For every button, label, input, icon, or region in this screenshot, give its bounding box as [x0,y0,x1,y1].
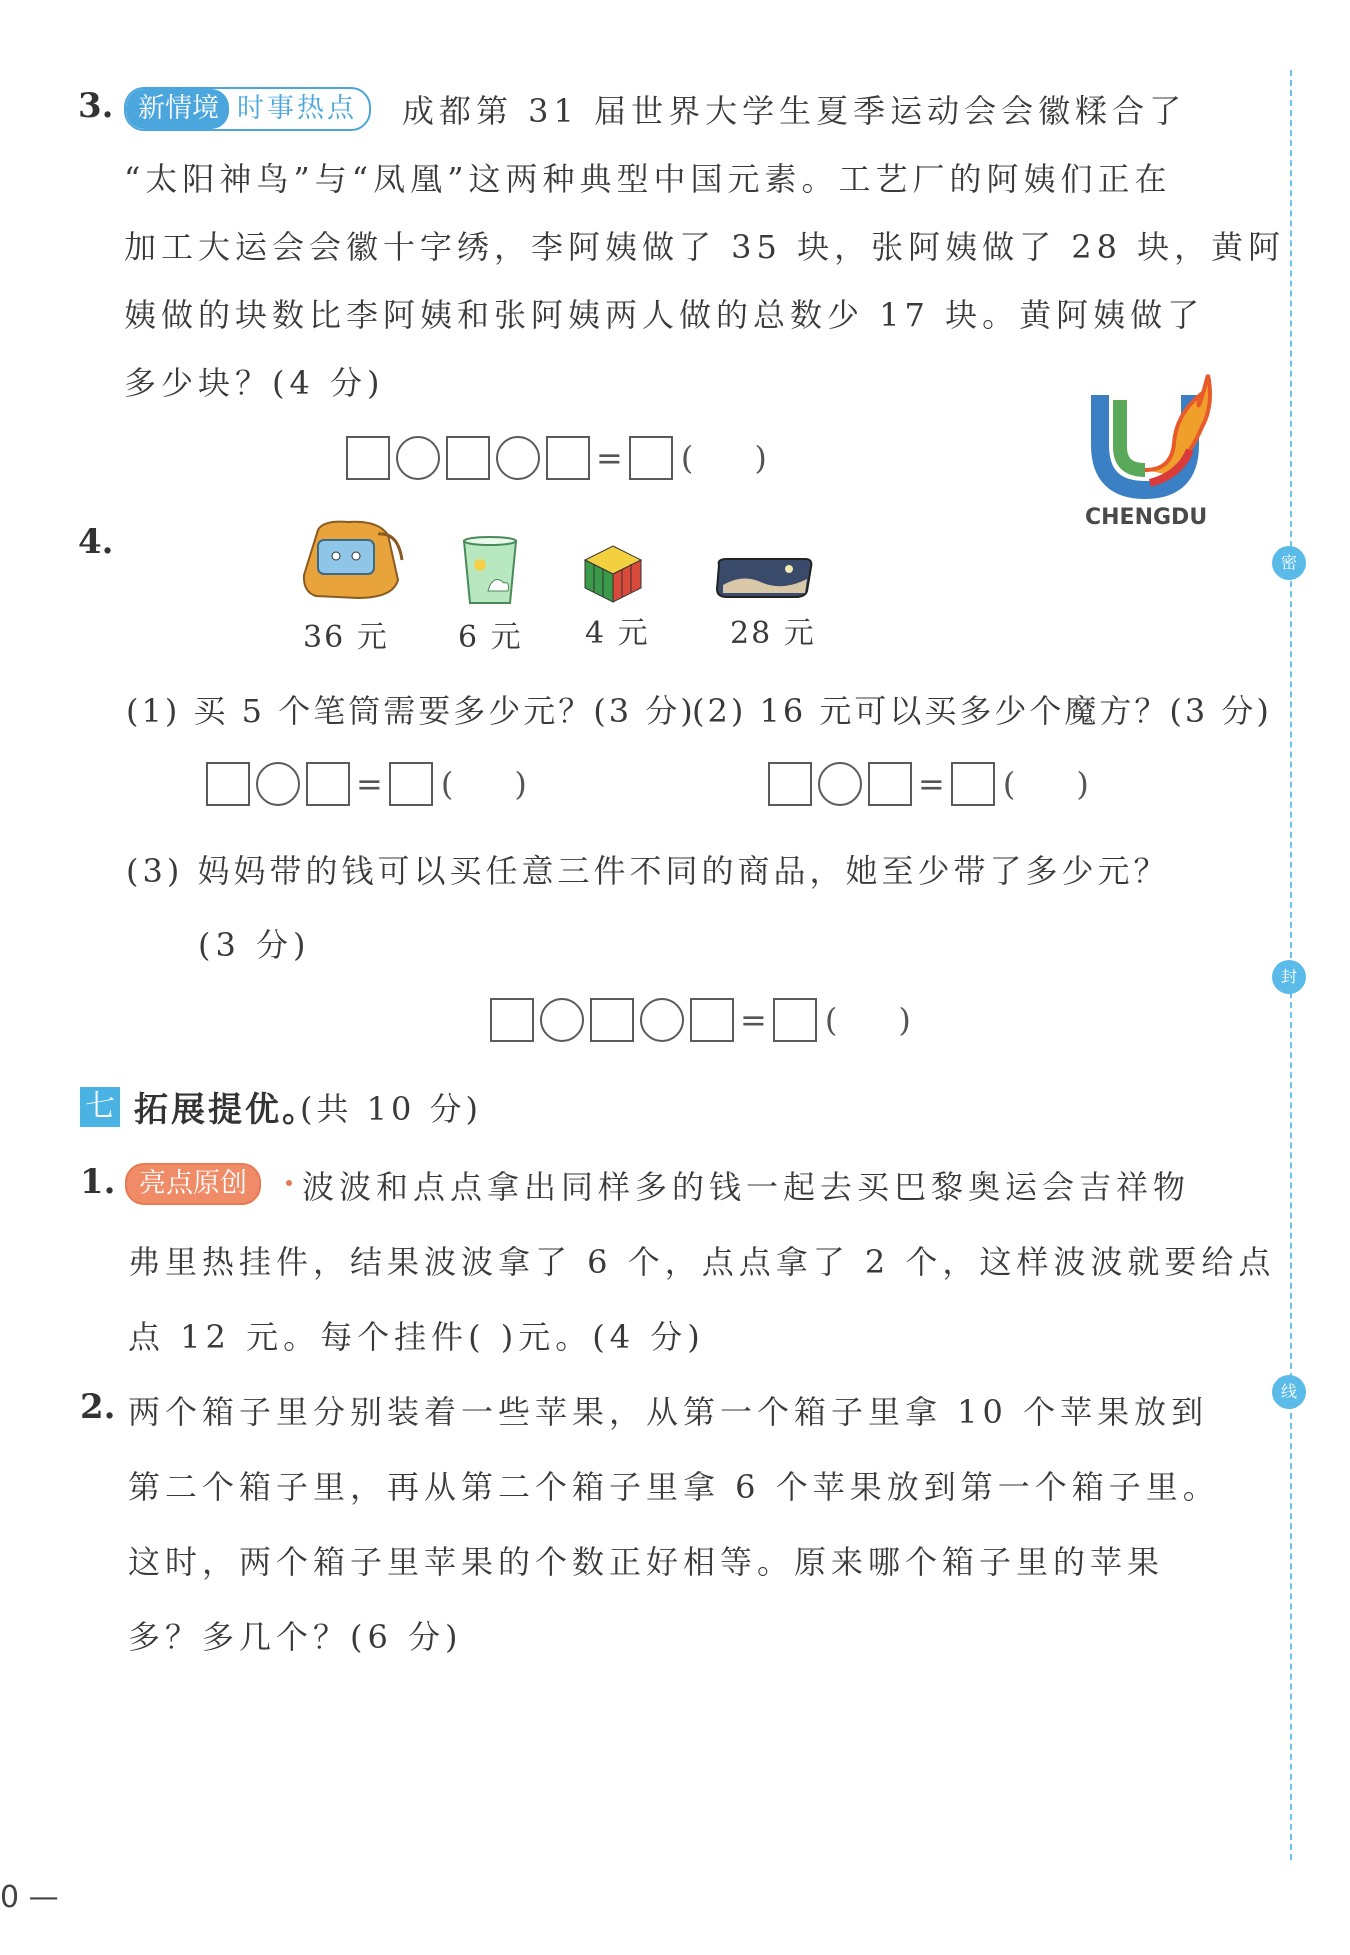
seal-label-3: 线 [1272,1375,1306,1409]
p2-line-3: 这时，两个箱子里苹果的个数正好相等。原来哪个箱子里的苹果 [128,1543,1165,1581]
unit-blank[interactable]: ( ) [680,439,767,477]
q4-sub2-equation [766,758,1089,810]
answer-box[interactable] [206,762,250,806]
q3-equation [344,432,767,484]
equals-sign: = [918,765,945,803]
question-number-3: 3. [78,86,114,126]
answer-box[interactable] [389,762,433,806]
price-backpack: 36 元 [303,620,389,655]
unit-blank[interactable]: ( ) [1002,765,1089,803]
answer-box[interactable] [773,998,817,1042]
operator-circle[interactable] [540,998,584,1042]
tag-main-label: 新情境 [126,89,229,129]
pencil-case-icon [713,555,815,601]
seal-label-2: 封 [1272,960,1306,994]
answer-box[interactable] [546,436,590,480]
problem-number-2: 2. [80,1387,116,1427]
p2-line-4: 多？多几个？(6 分) [128,1618,463,1656]
answer-box[interactable] [690,998,734,1042]
chengdu-logo-text: CHENGDU [1085,505,1208,530]
equals-sign: = [740,1001,767,1039]
answer-box[interactable] [768,762,812,806]
answer-box[interactable] [490,998,534,1042]
equals-sign: = [596,439,623,477]
answer-box[interactable] [868,762,912,806]
unit-blank[interactable]: ( ) [440,765,527,803]
operator-circle[interactable] [818,762,862,806]
rubiks-cube-icon [583,544,643,604]
question-number-4: 4. [78,522,114,562]
unit-blank[interactable]: ( ) [824,1001,911,1039]
price-cube: 4 元 [585,616,650,651]
answer-box[interactable] [951,762,995,806]
q4-sub1-equation [204,758,527,810]
seal-label-1: 密 [1272,546,1306,580]
p2-line-1: 两个箱子里分别装着一些苹果，从第一个箱子里拿 10 个苹果放到 [128,1393,1209,1431]
p1-line-3: 点 12 元。每个挂件( )元。(4 分) [128,1318,705,1356]
original-tag: 亮点原创 [125,1163,261,1205]
q3-line-5: 多少块？(4 分) [124,364,385,402]
new-context-tag [124,87,371,131]
page-number: 0 — [0,1880,59,1915]
answer-box[interactable] [346,436,390,480]
section-title: 拓展提优。 [134,1090,319,1130]
operator-circle[interactable] [396,436,440,480]
answer-box[interactable] [446,436,490,480]
price-cup: 6 元 [458,620,523,655]
q4-sub1: (1) 买 5 个笔筒需要多少元？(3 分) [126,692,696,730]
answer-box[interactable] [590,998,634,1042]
operator-circle[interactable] [256,762,300,806]
p2-line-2: 第二个箱子里，再从第二个箱子里拿 6 个苹果放到第一个箱子里。 [128,1468,1220,1506]
backpack-icon [298,520,404,602]
section-badge: 七 [80,1087,120,1127]
answer-box[interactable] [306,762,350,806]
operator-circle[interactable] [496,436,540,480]
operator-circle[interactable] [640,998,684,1042]
q4-sub3-equation [488,994,911,1046]
answer-box[interactable] [629,436,673,480]
section-score: (共 10 分) [300,1090,483,1128]
tag-sub-label: 时事热点 [237,93,357,124]
p1-line-2: 弗里热挂件，结果波波拿了 6 个，点点拿了 2 个，这样波波就要给点 [128,1243,1276,1281]
cup-icon [460,535,520,607]
q3-line-2: “太阳神鸟”与“凤凰”这两种典型中国元素。工艺厂的阿姨们正在 [124,160,1172,198]
q4-sub3-line-1: (3) 妈妈带的钱可以买任意三件不同的商品，她至少带了多少元？ [126,852,1170,890]
price-pencil-case: 28 元 [730,616,816,651]
equals-sign: = [356,765,383,803]
q3-line-3: 加工大运会会徽十字绣，李阿姨做了 35 块，张阿姨做了 28 块，黄阿 [124,228,1286,266]
q4-sub3-line-2: (3 分) [198,926,311,964]
tag-dot [286,1180,292,1186]
problem-number-1: 1. [80,1162,116,1202]
p1-line-1: 波波和点点拿出同样多的钱一起去买巴黎奥运会吉祥物 [302,1168,1191,1206]
q3-line-1: 成都第 31 届世界大学生夏季运动会会徽糅合了 [402,92,1187,130]
chengdu-logo-icon [1090,365,1220,500]
q3-line-4: 姨做的块数比李阿姨和张阿姨两人做的总数少 17 块。黄阿姨做了 [124,296,1205,334]
q4-sub2: (2) 16 元可以买多少个魔方？(3 分) [692,692,1272,730]
